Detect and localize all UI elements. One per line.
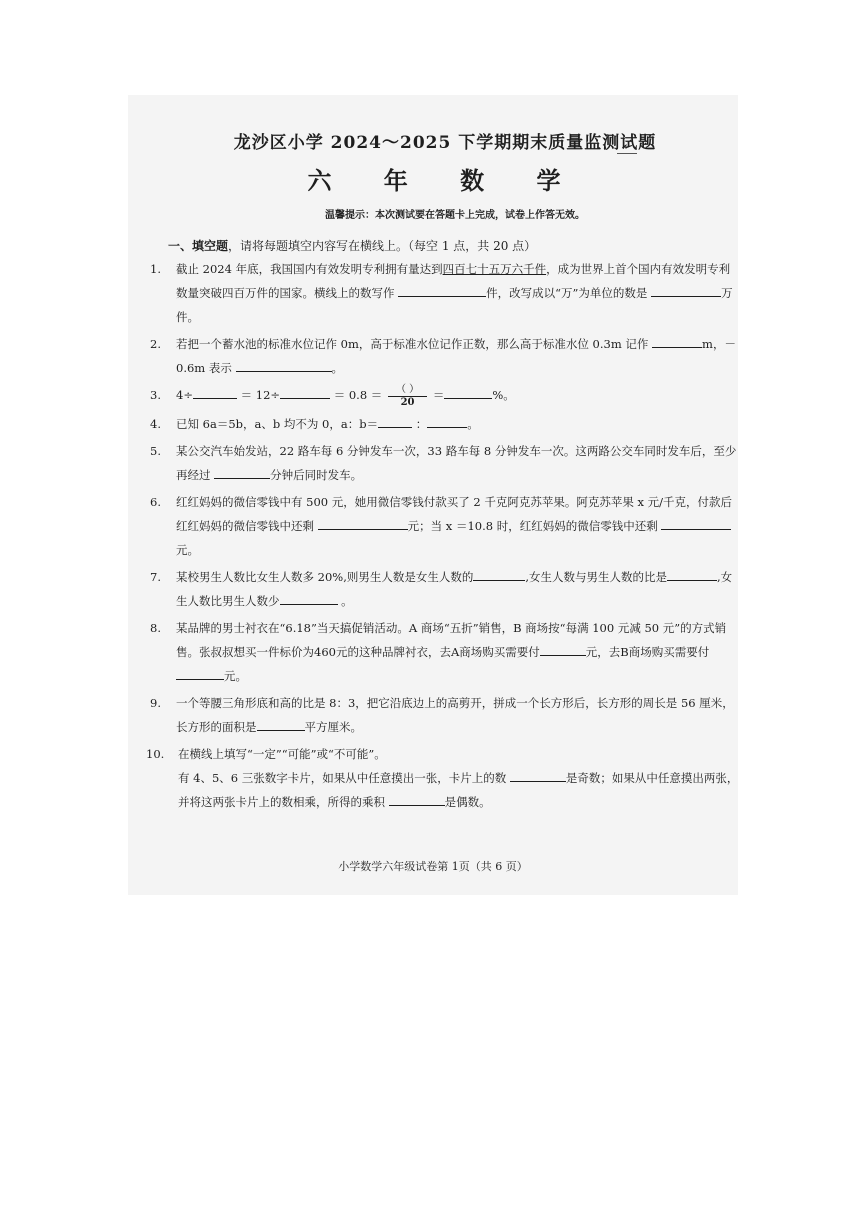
question-1 (150, 257, 740, 329)
question-text: 某公交汽车始发站，22 路车每 6 分钟发车一次，33 路车每 8 分钟发车一次。这两路公交车同时发车后，至少再经过 (176, 443, 737, 482)
question-text: ＝ (432, 388, 445, 402)
question-number: 8. (150, 620, 161, 635)
question-text: 一个等腰三角形底和高的比是 8：3，把它沿底边上的高剪开，拼成一个长方形后，长方形的周长是 56 厘米，长方形的面积是 (176, 695, 734, 734)
answer-blank[interactable] (378, 413, 412, 428)
question-text: ,女生人数比男生人数少 (176, 569, 733, 608)
fraction-numerator[interactable]: （ ） (395, 383, 420, 395)
section-instruction: ，请将每题填空内容写在横线上。（每空 1 点，共 20 点） (228, 239, 537, 253)
question-text: 元，去B商场购买需要付 (585, 644, 710, 659)
fraction-denominator: 20 (388, 396, 427, 409)
section-header (168, 237, 740, 254)
question-text: 红红妈妈的微信零钱中有 500 元，她用微信零钱付款买了 2 千克阿克苏苹果。阿克苏苹果 x 元/千克，付款后红红妈妈的微信零钱中还剩 (176, 494, 733, 533)
question-number: 10. (146, 746, 165, 761)
answer-blank[interactable] (540, 641, 586, 656)
answer-blank[interactable] (651, 282, 721, 297)
question-text: 分钟后同时发车。 (270, 467, 363, 482)
answer-blank[interactable] (280, 384, 330, 399)
question-text: ＝ 0.8 ＝ (333, 388, 383, 402)
question-text: 若把一个蓄水池的标准水位记作 0m，高于标准水位记作正数，那么高于标准水位 0.3m 记作 (176, 337, 649, 351)
answer-blank[interactable] (398, 282, 486, 297)
answer-blank[interactable] (667, 566, 717, 581)
exam-subject: 六 年 数 学 (307, 166, 583, 195)
underlined-text: 四百七十五万六千件 (442, 262, 547, 276)
question-number: 5. (150, 443, 161, 458)
question-text: 元。 (176, 542, 199, 557)
answer-blank[interactable] (510, 767, 566, 782)
exam-title: 龙沙区小学 2024～2025 下学期期末质量监测试题 (233, 133, 657, 153)
section-title: 一、填空题 (168, 239, 229, 253)
question-number: 3. (150, 388, 161, 402)
fraction (388, 384, 427, 409)
question-text: 是偶数。 (444, 794, 491, 809)
notice-text: 温馨提示：本次测试要在答题卡上完成，试卷上作答无效。 (325, 210, 585, 221)
question-text: ，成为世界上首个国内有效发明专利数量突破四百万件的国家。横线上的数写作 (176, 262, 731, 300)
answer-blank[interactable] (214, 464, 270, 479)
question-text: 4÷ (176, 388, 193, 402)
question-9 (150, 691, 740, 739)
answer-blank[interactable] (176, 665, 224, 680)
question-number: 4. (150, 416, 161, 431)
question-text: 某校男生人数比女生人数多 20%,则男生人数是女生人数的 (176, 569, 474, 584)
answer-blank[interactable] (389, 791, 445, 806)
question-text: 平方厘米。 (304, 719, 362, 734)
question-number: 1. (150, 262, 161, 276)
answer-blank[interactable] (652, 333, 702, 348)
question-5 (150, 439, 740, 487)
question-text: 件，改写成以“万”为单位的数是 (486, 286, 648, 300)
answer-blank[interactable] (193, 384, 237, 399)
question-10 (146, 742, 740, 814)
question-text: 有 4、5、6 三张数字卡片，如果从中任意摸出一张，卡片上的数 (178, 770, 507, 785)
question-8 (150, 616, 740, 688)
answer-blank[interactable] (257, 716, 305, 731)
answer-blank[interactable] (473, 566, 525, 581)
answer-blank[interactable] (661, 515, 731, 530)
answer-blank[interactable] (444, 384, 492, 399)
question-2 (150, 332, 740, 380)
question-text: 元；当 x ＝10.8 时，红红妈妈的微信零钱中还剩 (407, 518, 658, 533)
answer-blank[interactable] (280, 590, 338, 605)
question-3 (150, 383, 740, 409)
question-text: m，－0.6m 表示 (176, 337, 736, 375)
exam-content (146, 120, 740, 814)
question-text: %。 (492, 388, 515, 402)
question-6 (150, 490, 740, 562)
question-text: 是奇数；如果从中任意摸出两张，并将这两张卡片上的数相乘，所得的乘积 (178, 770, 739, 809)
question-text: 。 (341, 593, 353, 608)
question-text: 万件。 (176, 286, 733, 324)
question-number: 7. (150, 569, 161, 584)
question-text: ： (415, 416, 428, 431)
question-number: 6. (150, 494, 161, 509)
question-text: ,女生人数与男生人数的比是 (525, 569, 668, 584)
question-text: 。 (467, 416, 479, 431)
question-number: 9. (150, 695, 161, 710)
page-footer: 小学数学六年级试卷第 1页（共 6 页） (338, 860, 528, 873)
question-7 (150, 565, 740, 613)
question-4 (150, 412, 740, 436)
question-text: ＝ 12÷ (240, 388, 281, 402)
answer-blank[interactable] (427, 413, 467, 428)
question-text: 在横线上填写“一定”“可能”或“不可能”。 (178, 746, 386, 761)
question-text: 已知 6a＝5b，a、b 均不为 0，a：b＝ (176, 416, 379, 431)
question-text: 某品牌的男士衬衣在“6.18”当天搞促销活动。A 商场“五折”销售，B 商场按“每满 100 元减 50 元”的方式销售。张叔叔想买一件标价为460元的这种品牌衬衣，去A商场购买需要付 (176, 620, 727, 659)
question-number: 2. (150, 337, 161, 351)
question-text: 截止 2024 年底，我国国内有效发明专利拥有量达到 (176, 262, 443, 276)
answer-blank[interactable] (318, 515, 408, 530)
answer-blank[interactable] (236, 357, 332, 372)
question-text: 。 (331, 361, 344, 375)
question-text: 元。 (224, 668, 247, 683)
